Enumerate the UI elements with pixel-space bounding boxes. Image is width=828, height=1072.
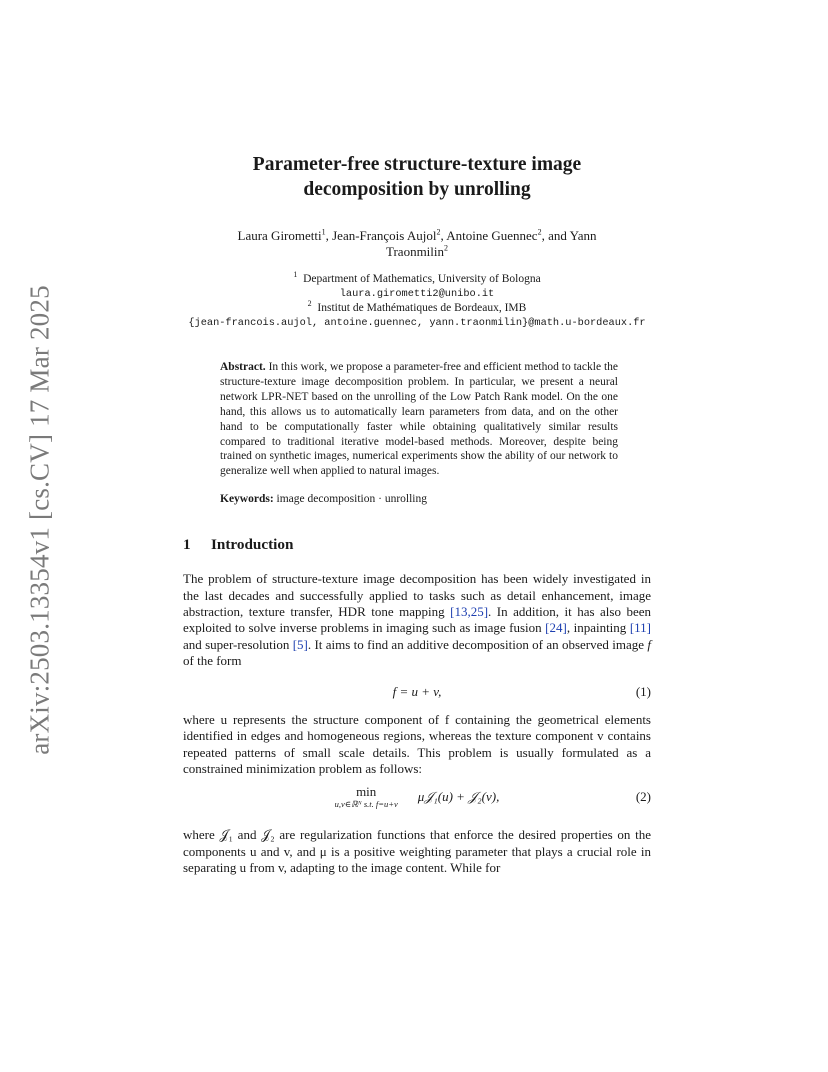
author-name: Antoine Guennec bbox=[446, 228, 538, 243]
intro-paragraph-2: where u represents the structure component of f containing the geometrical elements identified in edges and homogeneous regions, whereas the texture component v contains repeated patterns of small scale details. This problem is usually formulated as a constrained minimization problem as follows: bbox=[183, 711, 651, 776]
text-run: and super-resolution bbox=[183, 636, 293, 652]
keywords bbox=[220, 492, 618, 507]
citation-link[interactable]: [24] bbox=[545, 620, 567, 636]
author-name-last: Traonmilin bbox=[385, 244, 445, 259]
author-separator: , bbox=[325, 228, 333, 243]
intro-paragraph-1 bbox=[183, 571, 651, 669]
min-operator bbox=[335, 785, 398, 809]
affil-mark: 1 bbox=[293, 270, 298, 280]
author-affil-mark: 1 bbox=[321, 227, 326, 237]
arxiv-identifier bbox=[18, 282, 62, 757]
section-title: Introduction bbox=[211, 536, 294, 554]
title-line-2: decomposition by unrolling bbox=[303, 179, 531, 200]
affil-mark: 2 bbox=[307, 299, 312, 309]
author-list bbox=[183, 228, 651, 260]
intro-paragraph-3: where 𝒥₁ and 𝒥₂ are regularization functions that enforce the desired properties on the components u and v, and μ is a positive weighting parameter that plays a crucial role in separating u from v, adapting to the image content. While for bbox=[183, 827, 651, 876]
keywords-label: Keywords: bbox=[220, 493, 274, 506]
affiliation-2-email[interactable]: {jean-francois.aujol, antoine.guennec, yann.traonmilin}@math.u-bordeaux.fr bbox=[188, 316, 646, 329]
abstract-label: Abstract. bbox=[220, 361, 266, 373]
author-name: Jean-François Aujol bbox=[332, 228, 437, 243]
abstract-text: In this work, we propose a parameter-free and efficient method to tackle the structure-texture image decomposition problem. In particular, we present a neural network LPR-NET based on the unrolling of the Low Patch Rank model. On the one hand, this allows us to automatically learn parameters from data, and on the other hand to be computationally faster while obtaining qualitatively similar results compared to traditional iterative model-based methods. Moreover, despite being trained on synthetic images, numerical experiments show the ability of our network to generalize well when applied to natural images. bbox=[220, 361, 619, 478]
text-run: . In addition, it has also been exploited to solve inverse problems in imaging such as image fusion bbox=[183, 604, 651, 636]
section-number: 1 bbox=[183, 536, 191, 554]
equation-1 bbox=[183, 678, 651, 706]
affiliations bbox=[183, 272, 651, 330]
equation-1-number: (1) bbox=[635, 683, 651, 699]
equation-2-body bbox=[183, 783, 651, 811]
equation-2-expression: μ𝒥₁(u) + 𝒥₂(v), bbox=[417, 789, 500, 805]
min-operator-subscript: u,v∈ℝᴺ s.t. f=u+v bbox=[334, 799, 398, 810]
min-operator-label: min bbox=[356, 784, 377, 800]
section-heading bbox=[183, 535, 651, 555]
paper-page bbox=[183, 150, 651, 877]
math-symbol: f bbox=[647, 636, 651, 652]
equation-2-number: (2) bbox=[635, 789, 651, 805]
author-separator: , bbox=[440, 228, 447, 243]
author-name: Laura Girometti bbox=[237, 228, 322, 243]
text-run: of the form bbox=[183, 653, 242, 669]
citation-link[interactable]: [13,25] bbox=[450, 604, 489, 620]
author-name-first: Yann bbox=[569, 228, 597, 243]
equation-2 bbox=[183, 783, 651, 821]
text-run: . It aims to find an additive decomposition of an observed image bbox=[307, 636, 648, 652]
author-separator: , and bbox=[541, 228, 570, 243]
author-affil-mark: 2 bbox=[444, 243, 449, 253]
text-run: , inpainting bbox=[566, 620, 630, 636]
author-affil-mark: 2 bbox=[436, 227, 441, 237]
title-line-1: Parameter-free structure-texture image bbox=[252, 154, 582, 175]
equation-1-body: f = u + v, bbox=[392, 683, 442, 699]
abstract bbox=[220, 360, 618, 479]
citation-link[interactable]: [5] bbox=[292, 636, 308, 652]
keywords-text: image decomposition · unrolling bbox=[276, 493, 427, 506]
affiliation-1: Department of Mathematics, University of Bologna bbox=[303, 273, 541, 285]
paper-title bbox=[183, 152, 651, 202]
arxiv-id-text: arXiv:2503.13354v1 [cs.CV] 17 Mar 2025 bbox=[24, 284, 55, 755]
affiliation-2: Institut de Mathématiques de Bordeaux, IMB bbox=[317, 302, 527, 314]
author-affil-mark: 2 bbox=[537, 227, 542, 237]
citation-link[interactable]: [11] bbox=[629, 620, 651, 636]
text-run: The problem of structure-texture image decomposition has been widely investigated in the last decades and successfully applied to tasks such as detail enhancement, image abstraction, texture transfer, HDR tone mapping bbox=[183, 571, 651, 620]
affiliation-1-email[interactable]: laura.girometti2@unibo.it bbox=[339, 287, 495, 300]
